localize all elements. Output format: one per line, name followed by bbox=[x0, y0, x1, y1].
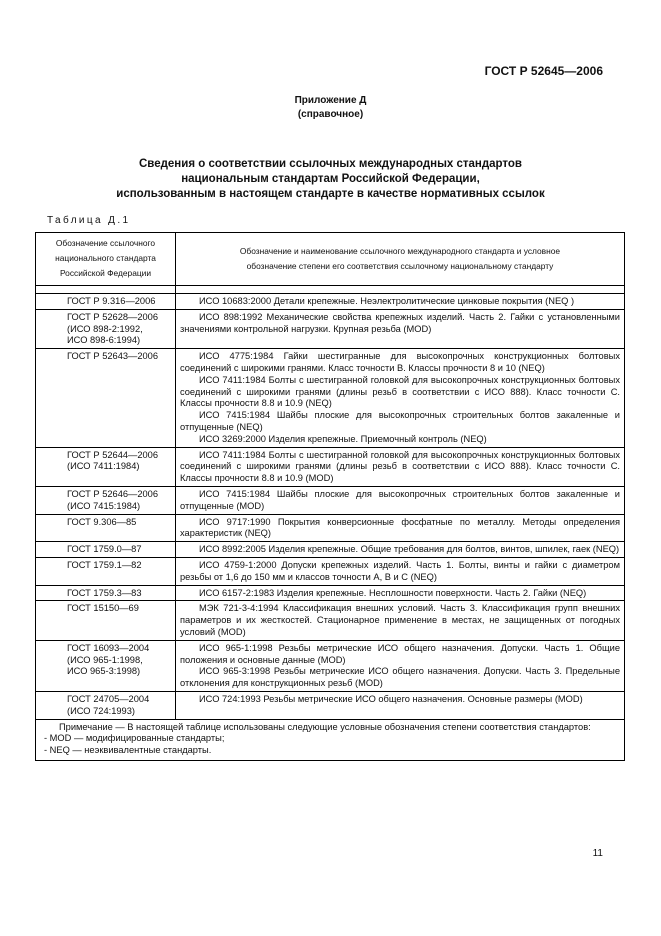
international-standard-cell bbox=[176, 447, 625, 486]
table-row bbox=[36, 585, 625, 601]
table-row bbox=[36, 557, 625, 585]
international-standard-cell bbox=[176, 294, 625, 310]
table-row bbox=[36, 486, 625, 514]
national-standard-cell bbox=[36, 447, 176, 486]
note-text: Примечание — В настоящей таблице использованы следующие условные обозначения степени соответствия стандартов: bbox=[59, 721, 591, 732]
table-row bbox=[36, 309, 625, 348]
national-standard-cell bbox=[36, 309, 176, 348]
table-row bbox=[36, 349, 625, 447]
national-standard-equivalent: (ИСО 7411:1984) bbox=[67, 461, 140, 472]
international-standard: ИСО 7411:1984 Болты с шестигранной головкой для высокопрочных конструкционных болтовых соединений с широкими гранями (длины резьб в соответствии с ИСО 888). Класс точности С. Классы прочности 8.8 и 10.9 (NEQ) bbox=[180, 374, 620, 409]
section-title bbox=[60, 157, 601, 202]
table-header-row bbox=[36, 233, 625, 286]
note-item-neq: - NEQ — неэквивалентные стандарты. bbox=[44, 745, 212, 756]
table-row bbox=[36, 601, 625, 640]
table-note bbox=[36, 719, 625, 760]
international-standard: ИСО 965-1:1998 Резьбы метрические ИСО общего назначения. Допуски. Часть 1. Общие положения и основные данные (MOD) bbox=[180, 642, 620, 665]
international-standard-cell bbox=[176, 349, 625, 447]
table-row bbox=[36, 514, 625, 542]
table-row bbox=[36, 691, 625, 719]
national-standard: ГОСТ Р 52646—2006 bbox=[67, 488, 159, 499]
international-standard-cell bbox=[176, 691, 625, 719]
international-standard: ИСО 8992:2005 Изделия крепежные. Общие требования для болтов, винтов, шпилек, гаек (NEQ) bbox=[199, 544, 620, 555]
title-line: национальным стандартам Российской Федерации, bbox=[181, 173, 480, 185]
national-standard-equivalent: ИСО 898-6:1994) bbox=[67, 335, 141, 346]
header-international-standard bbox=[176, 233, 625, 286]
appendix-type: (справочное) bbox=[297, 109, 364, 120]
correspondence-table bbox=[35, 232, 625, 761]
international-standard-cell bbox=[176, 585, 625, 601]
international-standard-cell bbox=[176, 542, 625, 558]
header-line: Российской Федерации bbox=[59, 268, 152, 278]
header-line: обозначение степени его соответствия ссылочному национальному стандарту bbox=[246, 260, 554, 271]
header-line: Обозначение и наименование ссылочного международного стандарта и условное bbox=[239, 245, 561, 256]
table-row bbox=[36, 640, 625, 691]
national-standard: ГОСТ 9.306—85 bbox=[67, 516, 137, 527]
table-note-row bbox=[36, 719, 625, 760]
international-standard: ИСО 898:1992 Механические свойства крепежных изделий. Часть 2. Гайки с установленными значениями контрольной нагрузки. Крупная резьба (MOD) bbox=[180, 311, 620, 334]
national-standard-cell bbox=[36, 585, 176, 601]
table-row bbox=[36, 542, 625, 558]
national-standard: ГОСТ 1759.1—82 bbox=[67, 559, 142, 570]
international-standard: ИСО 10683:2000 Детали крепежные. Неэлектролитические цинковые покрытия (NEQ ) bbox=[199, 296, 575, 306]
national-standard: ГОСТ 1759.0—87 bbox=[67, 544, 142, 555]
national-standard-equivalent: (ИСО 898-2:1992, bbox=[67, 323, 143, 334]
national-standard: ГОСТ 24705—2004 bbox=[67, 693, 150, 704]
international-standard: МЭК 721-3-4:1994 Классификация внешних условий. Часть 3. Классификация групп внешних параметров и их жесткостей. Стационарное применение в местах, не защищенных от погодных условий (MOD) bbox=[180, 603, 620, 637]
note-item-mod: - MOD — модифицированные стандарты; bbox=[44, 733, 225, 744]
international-standard-cell bbox=[176, 557, 625, 585]
title-line: использованным в настоящем стандарте в качестве нормативных ссылок bbox=[116, 188, 545, 200]
header-spacer-row bbox=[36, 286, 625, 294]
national-standard-equivalent: (ИСО 724:1993) bbox=[67, 705, 135, 716]
title-line: Сведения о соответствии ссылочных международных стандартов bbox=[138, 158, 522, 170]
international-standard: ИСО 7415:1984 Шайбы плоские для высокопрочных строительных болтов закаленные и отпущенные (NEQ) bbox=[180, 410, 620, 432]
header-line: Обозначение ссылочного bbox=[55, 238, 156, 248]
national-standard-cell bbox=[36, 557, 176, 585]
international-standard: ИСО 4759-1:2000 Допуски крепежных изделий. Часть 1. Болты, винты и гайки с диаметром резьбы от 1,6 до 150 мм и классов точности А, В и С (NEQ) bbox=[180, 559, 620, 582]
international-standard-cell bbox=[176, 601, 625, 640]
international-standard: ИСО 7411:1984 Болты с шестигранной головкой для высокопрочных конструкционных болтовых соединений с широкими гранями (длины резьб в соответствии с ИСО 888). Класс точности С. Классы прочности 8.8 и 10.9 (MOD) bbox=[180, 449, 620, 484]
appendix-label: Приложение Д bbox=[294, 95, 367, 106]
international-standard: ИСО 724:1993 Резьбы метрические ИСО общего назначения. Основные размеры (MOD) bbox=[199, 693, 583, 704]
international-standard: ИСО 965-3:1998 Резьбы метрические ИСО общего назначения. Допуски. Часть 3. Предельные отклонения для конструкционных резьб (MOD) bbox=[180, 666, 620, 689]
international-standard-cell bbox=[176, 640, 625, 691]
national-standard-equivalent: (ИСО 7415:1984) bbox=[67, 500, 141, 511]
international-standard-cell bbox=[176, 486, 625, 514]
national-standard-cell bbox=[36, 349, 176, 447]
national-standard-cell bbox=[36, 640, 176, 691]
national-standard: ГОСТ Р 52628—2006 bbox=[67, 311, 159, 322]
table-row bbox=[36, 294, 625, 310]
header-national-standard bbox=[36, 233, 176, 286]
appendix-heading bbox=[0, 94, 661, 122]
international-standard-cell bbox=[176, 309, 625, 348]
document-id: ГОСТ Р 52645—2006 bbox=[484, 64, 603, 78]
international-standard: ИСО 7415:1984 Шайбы плоские для высокопрочных строительных болтов закаленные и отпущенные (MOD) bbox=[180, 488, 620, 511]
international-standard: ИСО 3269:2000 Изделия крепежные. Приемочный контроль (NEQ) bbox=[199, 433, 487, 444]
national-standard-cell bbox=[36, 514, 176, 542]
national-standard: ГОСТ Р 52643—2006 bbox=[67, 351, 159, 362]
national-standard: ГОСТ Р 52644—2006 bbox=[67, 449, 159, 460]
national-standard-equivalent: (ИСО 965-1:1998, bbox=[67, 654, 143, 665]
page-number: 11 bbox=[592, 848, 603, 859]
header-line: национального стандарта bbox=[55, 253, 156, 263]
national-standard-cell bbox=[36, 294, 176, 310]
national-standard-equivalent: ИСО 965-3:1998) bbox=[67, 666, 141, 677]
international-standard: ИСО 9717:1990 Покрытия конверсионные фосфатные по металлу. Методы определения характеристик (NEQ) bbox=[180, 516, 620, 539]
national-standard: ГОСТ 15150—69 bbox=[67, 603, 139, 614]
international-standard-cell bbox=[176, 514, 625, 542]
national-standard-cell bbox=[36, 691, 176, 719]
international-standard: ИСО 4775:1984 Гайки шестигранные для высокопрочных конструкционных болтовых соединений с широкими гранями. Класс точности В. Классы прочности 8 и 10 (NEQ) bbox=[180, 351, 620, 373]
table-label: Таблица Д.1 bbox=[47, 215, 131, 226]
international-standard: ИСО 6157-2:1983 Изделия крепежные. Несплошности поверхности. Часть 2. Гайки (NEQ) bbox=[199, 587, 587, 598]
national-standard: ГОСТ Р 9.316—2006 bbox=[67, 296, 156, 306]
national-standard-cell bbox=[36, 542, 176, 558]
table-row bbox=[36, 447, 625, 486]
national-standard: ГОСТ 16093—2004 bbox=[67, 642, 150, 653]
national-standard: ГОСТ 1759.3—83 bbox=[67, 587, 142, 598]
national-standard-cell bbox=[36, 486, 176, 514]
national-standard-cell bbox=[36, 601, 176, 640]
